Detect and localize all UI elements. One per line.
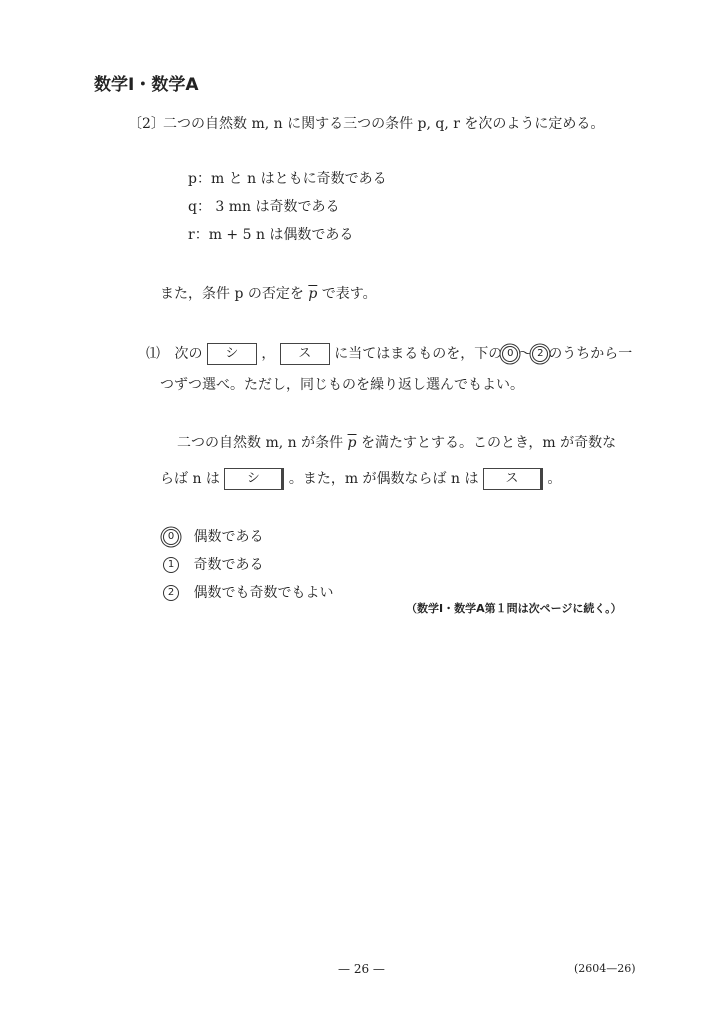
condition-p: p：m と n はともに奇数である (188, 171, 387, 187)
continue-note: （数学Ⅰ・数学A第１問は次ページに続く。） (406, 602, 622, 615)
choice-number-2: 2 (163, 585, 179, 601)
page-number: — 26 — (338, 962, 385, 976)
line2-middle: 。また，m が偶数ならば n は (288, 471, 479, 487)
paragraph-line1 (177, 433, 616, 453)
choice-text-1: 奇数である (193, 557, 264, 573)
answer-box-shi-2: シ (224, 468, 284, 490)
question-prefix: 次の (174, 346, 203, 362)
choice-from-marker: 0 (502, 346, 518, 362)
separator: ， (261, 346, 276, 362)
question-suffix: のうちから一 (548, 346, 633, 362)
sub-question-1-line1 (146, 343, 632, 365)
negation-note (160, 284, 377, 304)
question-middle: に当てはまるものを，下の (334, 346, 503, 362)
paragraph-prefix: 二つの自然数 m, n が条件 (177, 435, 344, 451)
choice-number-1: 1 (163, 557, 179, 573)
negation-note-suffix: で表す。 (321, 286, 377, 302)
answer-box-su-2: ス (483, 468, 543, 490)
tilde: ～ (518, 346, 533, 362)
paragraph-line2 (160, 468, 561, 490)
choice-text-2: 偶数でも奇数でもよい (193, 585, 334, 601)
choice-item-2 (163, 583, 333, 603)
condition-r: r：m + 5 n は偶数である (188, 227, 354, 243)
choice-text-0: 偶数である (193, 529, 264, 545)
exam-code: (2604—26) (574, 962, 636, 975)
negation-symbol: $\overline{p}$ (308, 286, 318, 302)
condition-q: q： 3 mn は奇数である (188, 199, 340, 215)
paragraph-symbol: $\overline{p}$ (347, 435, 357, 451)
choice-item-0 (163, 527, 263, 547)
sub-question-1-line2: つずつ選べ。ただし，同じものを繰り返し選んでもよい。 (160, 377, 524, 393)
line2-prefix: らば n は (160, 471, 220, 487)
paragraph-suffix: を満たすとする。このとき，m が奇数な (360, 435, 617, 451)
answer-box-shi: シ (207, 343, 257, 365)
choice-item-1 (163, 555, 263, 575)
choice-number-0: 0 (163, 529, 179, 545)
section-title: 数学Ⅰ・数学A (94, 75, 199, 95)
negation-note-prefix: また，条件 p の否定を (160, 286, 304, 302)
sub-question-label: ⑴ (146, 346, 160, 362)
line2-end: 。 (547, 471, 562, 487)
problem-number: 〔2〕 (128, 116, 165, 132)
problem-intro: 二つの自然数 m, n に関する三つの条件 p, q, r を次のように定める。 (163, 116, 605, 132)
choice-to-marker: 2 (532, 346, 548, 362)
answer-box-su: ス (280, 343, 330, 365)
